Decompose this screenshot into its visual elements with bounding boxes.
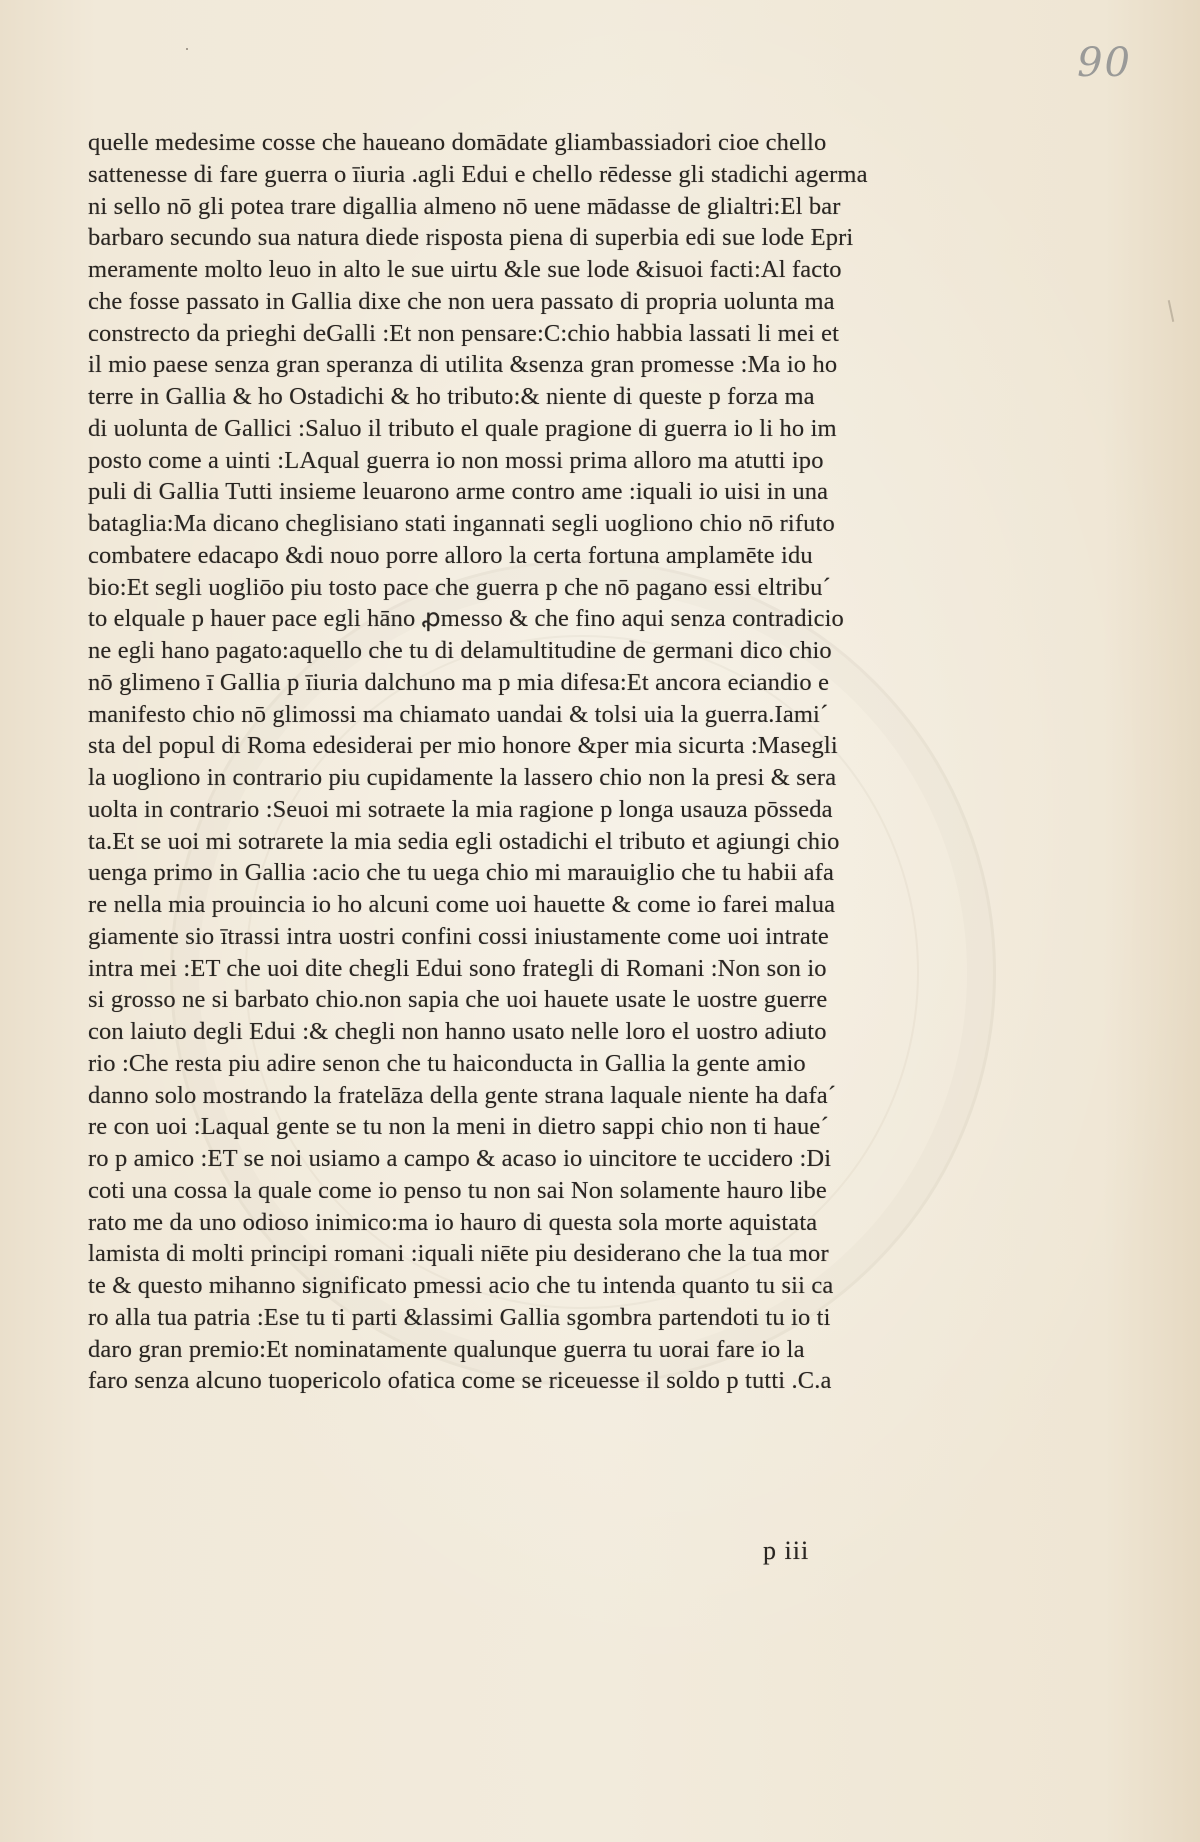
- text-line: puli di Gallia Tutti insieme leuarono arme contro ame :iquali io uisi in una: [88, 478, 829, 506]
- text-line: ta.Et se uoi mi sotrarete la mia sedia egli ostadichi el tributo et agiungi chio: [88, 827, 840, 855]
- text-line: manifesto chio nō glimossi ma chiamato uandai & tolsi uia la guerra.Iami´: [88, 700, 829, 728]
- text-line: te & questo mihanno significato pmessi acio che tu intenda quanto tu sii ca: [88, 1272, 834, 1299]
- paper-speck: [186, 48, 188, 50]
- text-line: di uolunta de Gallici :Saluo il tributo el quale pragione di guerra io li ho im: [88, 414, 837, 442]
- text-line: ro alla tua patria :Ese tu ti parti &lassimi Gallia sgombra partendoti tu io ti: [88, 1303, 831, 1331]
- text-line: constrecto da prieghi deGalli :Et non pensare:C:chio habbia lassati li mei et: [88, 319, 840, 347]
- text-line: si grosso ne si barbato chio.non sapia che uoi hauete usate le uostre guerre: [88, 986, 828, 1014]
- text-line: combatere edacapo &di nouo porre alloro la certa fortuna amplamēte idu: [88, 541, 813, 569]
- text-line: coti una cossa la quale come io penso tu non sai Non solamente hauro libe: [88, 1176, 827, 1204]
- text-line: intra mei :ET che uoi dite chegli Edui sono frategli di Romani :Non son io: [88, 954, 827, 982]
- text-line: con laiuto degli Edui :& chegli non hanno usato nelle loro el uostro adiuto: [88, 1018, 827, 1045]
- text-line: ne egli hano pagato:aquello che tu di delamultitudine de germani dico chio: [88, 637, 832, 664]
- text-line: barbaro secundo sua natura diede risposta piena di superbia edi sue lode Epri: [88, 224, 854, 252]
- body-text: [88, 127, 928, 1397]
- text-line: to elquale p hauer pace egli hāno ꝓmesso & che fino aqui senza contradicio: [88, 605, 844, 633]
- text-line: rato me da uno odioso inimico:ma io hauro di questa sola morte aquistata: [88, 1208, 818, 1236]
- text-line: ro p amico :ET se noi usiamo a campo & acaso io uincitore te uccidero :Di: [88, 1145, 832, 1172]
- text-line: bataglia:Ma dicano cheglisiano stati ingannati segli uogliono chio nō rifuto: [88, 510, 835, 537]
- text-line: danno solo mostrando la fratelāza della gente strana laquale niente ha dafa´: [88, 1081, 837, 1109]
- text-line: lamista di molti principi romani :iquali niēte piu desiderano che la tua mor: [88, 1240, 829, 1268]
- text-line: meramente molto leuo in alto le sue uirtu &le sue lode &isuoi facti:Al facto: [88, 256, 842, 283]
- text-line: quelle medesime cosse che haueano domādate gliambassiadori cioe chello: [88, 129, 827, 156]
- text-line: bio:Et segli uogliōo piu tosto pace che guerra p che nō pagano essi eltribu´: [88, 573, 831, 601]
- text-line: giamente sio ītrassi intra uostri confini cossi iniustamente come uoi intrate: [88, 922, 829, 950]
- margin-mark: [1168, 300, 1175, 322]
- text-line: re nella mia prouincia io ho alcuni come uoi hauette & come io farei malua: [88, 891, 836, 918]
- text-line: ni sello nō gli potea trare digallia almeno nō uene mādasse de glialtri:El bar: [88, 192, 841, 220]
- text-line: uolta in contrario :Seuoi mi sotraete la mia ragione p longa usauza pōsseda: [88, 795, 833, 823]
- text-line: che fosse passato in Gallia dixe che non uera passato di propria uolunta ma: [88, 287, 835, 315]
- text-line: uenga primo in Gallia :acio che tu uega chio mi marauiglio che tu habii afa: [88, 859, 834, 887]
- text-line: re con uoi :Laqual gente se tu non la meni in dietro sappi chio non ti haue´: [88, 1113, 829, 1141]
- text-line: il mio paese senza gran speranza di utilita &senza gran promesse :Ma io ho: [88, 351, 838, 379]
- folio-number: 90: [1077, 40, 1132, 86]
- text-line: faro senza alcuno tuopericolo ofatica come se riceuesse il soldo p tutti .C.a: [88, 1367, 832, 1395]
- text-line: rio :Che resta piu adire senon che tu haiconducta in Gallia la gente amio: [88, 1049, 806, 1077]
- text-line: daro gran premio:Et nominatamente qualunque guerra tu uorai fare io la: [88, 1335, 805, 1363]
- text-line: terre in Gallia & ho Ostadichi & ho tributo:& niente di queste p forza ma: [88, 383, 815, 410]
- text-line: sattenesse di fare guerra o īiuria .agli Edui e chello rēdesse gli stadichi agerma: [88, 160, 868, 188]
- text-line: sta del popul di Roma edesiderai per mio honore &per mia sicurta :Masegli: [88, 732, 838, 760]
- text-line: nō glimeno ī Gallia p īiuria dalchuno ma p mia difesa:Et ancora eciandio e: [88, 668, 830, 696]
- signature-mark: p iii: [763, 1536, 810, 1565]
- text-line: posto come a uinti :LAqual guerra io non mossi prima alloro ma atutti ipo: [88, 446, 824, 474]
- text-line: la uogliono in contrario piu cupidamente la lassero chio non la presi & sera: [88, 764, 837, 791]
